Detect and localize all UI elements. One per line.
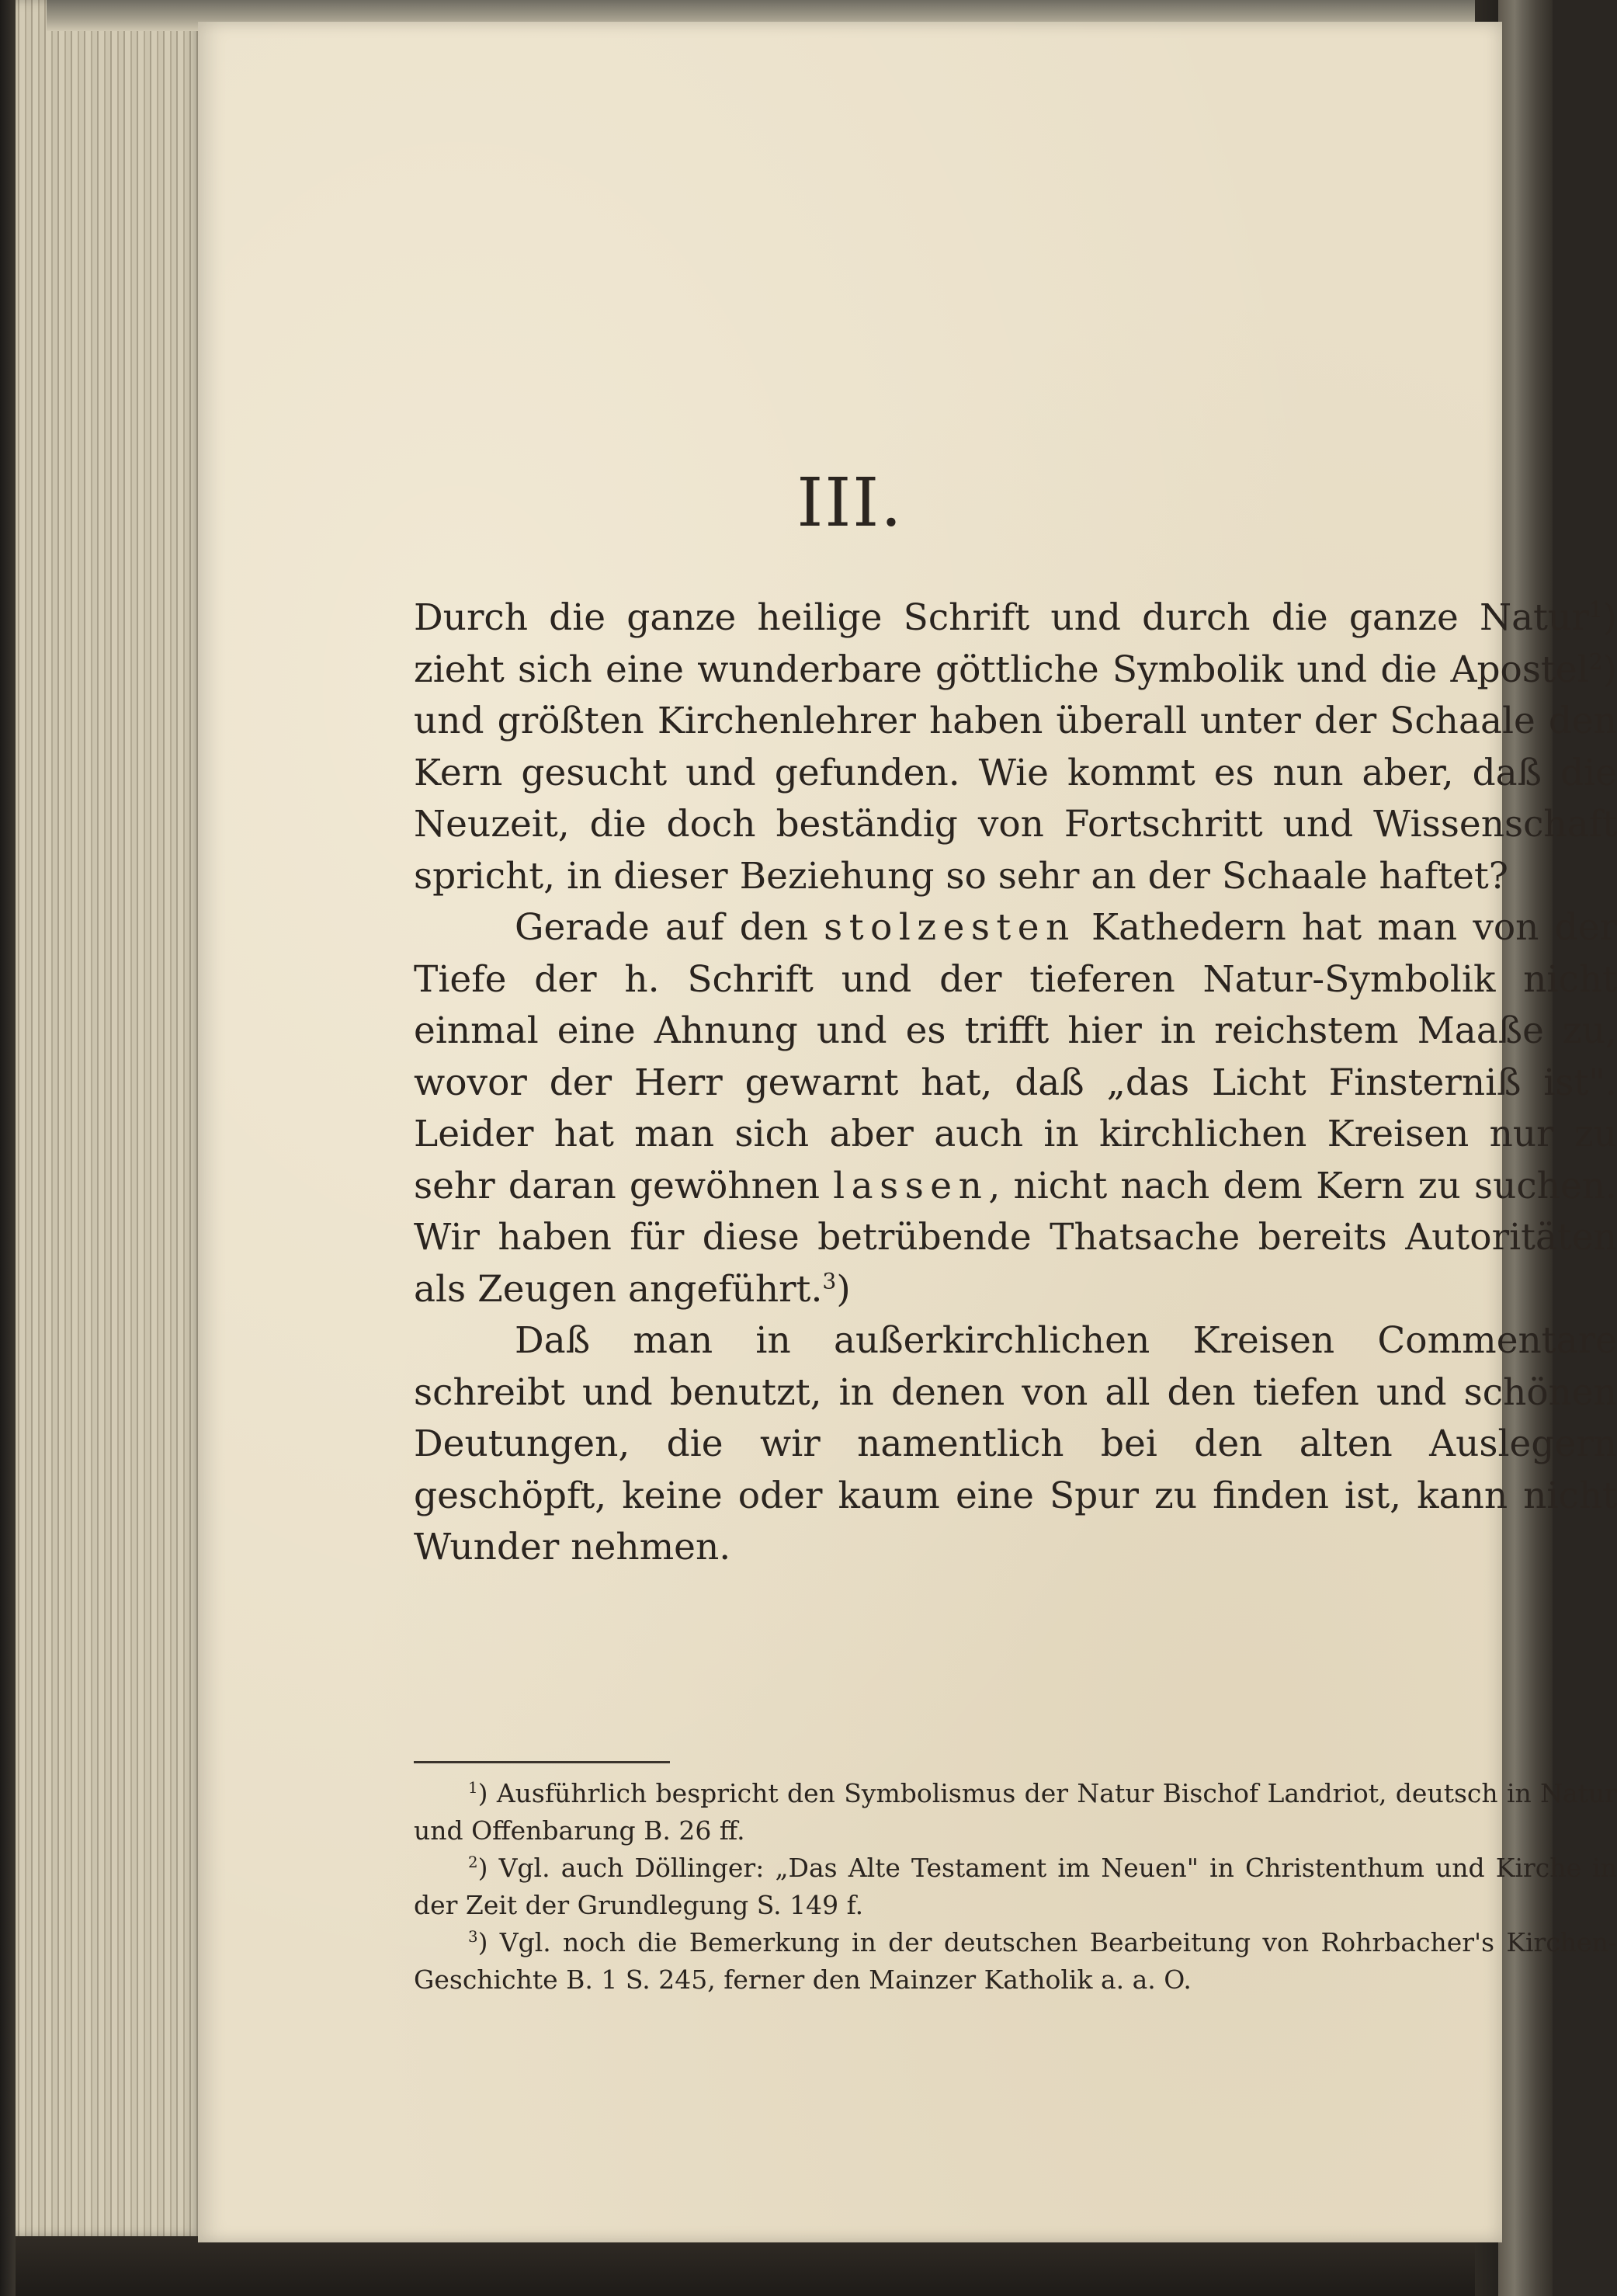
footnote-divider [414, 1761, 670, 1763]
emphasis-lassen: lassen [833, 1164, 989, 1207]
paragraph-2-text-a: Gerade auf den [515, 906, 824, 949]
paragraph-2-text-d: ) [836, 1267, 851, 1311]
page-stack-edge [0, 0, 202, 2236]
paragraph-2-text-b: Kathedern hat man von der Tiefe der h. Schrift und der tieferen Natur-Symbolik nicht einmal eine Ahnung und es trifft hier in reichstem Maaße zu, wovor der Herr gewarnt hat, daß „das Licht Finsterniß ist". Leider hat man sich aber auch in kirchlichen Kreisen nur zu sehr daran gewöhnen [414, 906, 1617, 1207]
paragraph-3 [414, 1315, 1617, 1574]
chapter-heading: III. [796, 464, 904, 542]
paragraph-2-text-c: , nicht nach dem Kern zu suchen. Wir haben für diese betrübende Thatsache bereits Autoritäten als Zeugen angeführt. [414, 1164, 1617, 1311]
footnote-3-text: ) Vgl. noch die Bemerkung in der deutschen Bearbeitung von Rohrbacher's Kirchen-Geschichte B. 1 S. 245, ferner den Mainzer Katholik a. a. O. [414, 1927, 1617, 1995]
emphasis-stolzesten: stolzesten [824, 906, 1076, 949]
paragraph-2 [414, 902, 1617, 1315]
footnote-3 [414, 1924, 1617, 1999]
footnote-ref-1: 1 [1588, 596, 1603, 623]
footnote-1 [414, 1775, 1617, 1850]
footnotes [414, 1775, 1617, 1999]
paragraph-1-text-a: Durch die ganze heilige Schrift und durch die ganze Natur [414, 596, 1589, 639]
body-text [414, 592, 1617, 1574]
paragraph-1-text-c: ) und größten Kirchenlehrer haben überall unter der Schaale den Kern gesucht und gefunden. Wie kommt es nun aber, daß die Neuzeit, die doch beständig von Fortschritt und Wissenschaft spricht, in dieser Beziehung so sehr an der Schaale haftet? [414, 648, 1617, 898]
paragraph-3-text: Daß man in außerkirchlichen Kreisen Commentare schreibt und benutzt, in denen von all den tiefen und schönen Deutungen, die wir namentlich bei den alten Auslegern geschöpft, keine oder kaum eine Spur zu finden ist, kann nicht Wunder nehmen. [414, 1319, 1617, 1568]
footnote-2-marker: 2 [468, 1853, 478, 1871]
footnote-1-text: ) Ausführlich bespricht den Symbolismus der Natur Bischof Landriot, deutsch in Natur und Offenbarung B. 26 ff. [414, 1778, 1617, 1846]
paragraph-1 [414, 592, 1617, 902]
book-page [198, 22, 1617, 2242]
footnote-2-text: ) Vgl. auch Döllinger: „Das Alte Testament im Neuen" in Christenthum und Kirche in der Zeit der Grundlegung S. 149 f. [414, 1853, 1617, 1920]
footnote-ref-2: 2 [1588, 648, 1603, 674]
footnote-3-marker: 3 [468, 1928, 478, 1946]
binding-edge [0, 0, 16, 2296]
paragraph-1-text-b: ) zieht sich eine wunderbare göttliche Symbolik und die Apostel [414, 596, 1617, 691]
footnote-2 [414, 1850, 1617, 1924]
footnote-1-marker: 1 [468, 1779, 478, 1797]
footnote-ref-3: 3 [822, 1267, 837, 1294]
